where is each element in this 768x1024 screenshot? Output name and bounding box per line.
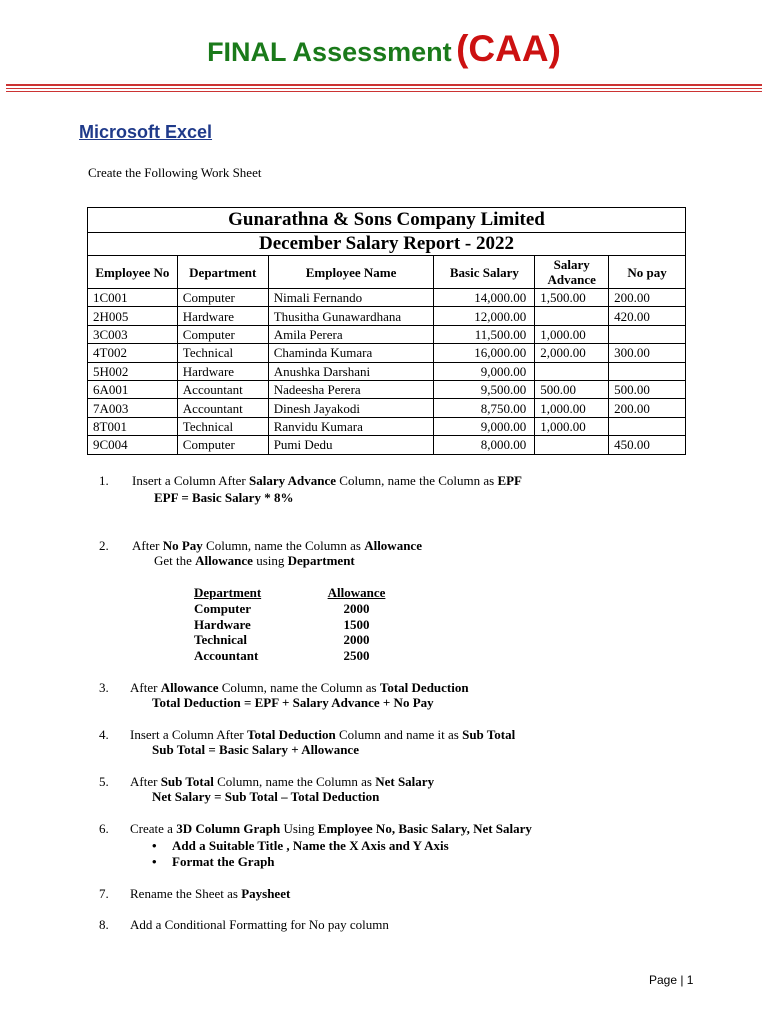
company-name: Gunarathna & Sons Company Limited [88, 208, 686, 233]
table-cell: Amila Perera [268, 325, 434, 343]
table-cell: Technical [177, 417, 268, 435]
allowance-header: Department [194, 585, 262, 600]
intro-text: Create the Following Work Sheet [88, 165, 262, 180]
step-7: Rename the Sheet as Paysheet [130, 886, 291, 901]
table-cell: Dinesh Jayakodi [268, 399, 434, 417]
step-1: Insert a Column After Salary Advance Column, name the Column as EPF [132, 473, 522, 488]
table-row [88, 399, 686, 417]
section-heading: Microsoft Excel [79, 122, 213, 142]
table-cell [609, 417, 686, 435]
table-cell: 1C001 [88, 289, 178, 307]
table-cell: Pumi Dedu [268, 436, 434, 454]
table-cell: 1,000.00 [535, 325, 609, 343]
allowance-header: Allowance [327, 585, 386, 600]
step-3-formula: Total Deduction = EPF + Salary Advance + No Pay [152, 695, 434, 710]
allowance-dept: Technical [194, 632, 247, 648]
allowance-value: 2500 [343, 648, 370, 664]
table-cell [535, 436, 609, 454]
step-number: 7. [99, 886, 109, 901]
column-header: Employee No [88, 256, 178, 289]
allowance-value: 2000 [343, 600, 370, 616]
table-cell: 450.00 [609, 436, 686, 454]
table-row [88, 380, 686, 398]
table-row [88, 289, 686, 307]
table-row [88, 325, 686, 343]
report-title: December Salary Report - 2022 [88, 233, 686, 256]
table-cell: 16,000.00 [434, 344, 535, 362]
table-cell: 6A001 [88, 380, 178, 398]
step-6-bullet: • Add a Suitable Title , Name the X Axis and Y Axis [152, 838, 449, 853]
column-header: Department [177, 256, 268, 289]
title-suffix: (CAA) [456, 28, 561, 69]
table-cell: Ranvidu Kumara [268, 417, 434, 435]
table-cell [535, 362, 609, 380]
table-cell [609, 362, 686, 380]
table-cell: Technical [177, 344, 268, 362]
step-5: After Sub Total Column, name the Column as Net Salary [130, 774, 435, 789]
allowance-dept: Computer [194, 600, 252, 616]
table-header-row [88, 256, 686, 289]
table-cell: 4T002 [88, 344, 178, 362]
table-cell: 9C004 [88, 436, 178, 454]
table-cell: 7A003 [88, 399, 178, 417]
table-cell [535, 307, 609, 325]
step-1-formula: EPF = Basic Salary * 8% [154, 490, 294, 505]
table-cell: Accountant [177, 380, 268, 398]
header-rule [6, 84, 762, 86]
table-cell: Thusitha Gunawardhana [268, 307, 434, 325]
step-number: 8. [99, 917, 109, 932]
header-rule [6, 88, 762, 89]
step-2-detail: Get the Allowance using Department [154, 553, 355, 568]
page-title [0, 28, 768, 70]
column-header: Salary Advance [535, 256, 609, 289]
table-cell: 2H005 [88, 307, 178, 325]
table-cell: 9,000.00 [434, 362, 535, 380]
page-number: Page | 1 [649, 973, 694, 987]
allowance-value: 2000 [343, 632, 370, 648]
step-number: 4. [99, 727, 109, 742]
table-cell: 8T001 [88, 417, 178, 435]
table-cell: 11,500.00 [434, 325, 535, 343]
table-cell: 1,500.00 [535, 289, 609, 307]
table-cell: 3C003 [88, 325, 178, 343]
table-cell: 2,000.00 [535, 344, 609, 362]
step-6: Create a 3D Column Graph Using Employee No, Basic Salary, Net Salary [130, 821, 532, 836]
table-cell: 300.00 [609, 344, 686, 362]
table-cell: Hardware [177, 362, 268, 380]
table-cell: 1,000.00 [535, 417, 609, 435]
column-header: Basic Salary [434, 256, 535, 289]
table-cell: 5H002 [88, 362, 178, 380]
table-row [88, 362, 686, 380]
allowance-dept: Accountant [194, 648, 259, 664]
table-cell: Chaminda Kumara [268, 344, 434, 362]
salary-table [87, 207, 686, 455]
allowance-dept: Hardware [194, 616, 251, 632]
table-cell: Nimali Fernando [268, 289, 434, 307]
title-text: FINAL Assessment [207, 37, 452, 67]
column-header: No pay [609, 256, 686, 289]
table-cell: Accountant [177, 399, 268, 417]
step-number: 3. [99, 680, 109, 695]
step-number: 6. [99, 821, 109, 836]
table-cell: 420.00 [609, 307, 686, 325]
table-cell: 8,000.00 [434, 436, 535, 454]
table-cell: 200.00 [609, 289, 686, 307]
step-number: 1. [99, 473, 109, 488]
step-number: 5. [99, 774, 109, 789]
step-4: Insert a Column After Total Deduction Column and name it as Sub Total [130, 727, 516, 742]
table-row [88, 307, 686, 325]
table-cell: 14,000.00 [434, 289, 535, 307]
table-cell: 1,000.00 [535, 399, 609, 417]
table-cell: Computer [177, 289, 268, 307]
table-cell: Anushka Darshani [268, 362, 434, 380]
step-2: After No Pay Column, name the Column as Allowance [132, 538, 422, 553]
step-8: Add a Conditional Formatting for No pay column [130, 917, 389, 932]
table-cell: Nadeesha Perera [268, 380, 434, 398]
table-row [88, 344, 686, 362]
step-3: After Allowance Column, name the Column as Total Deduction [130, 680, 469, 695]
step-5-formula: Net Salary = Sub Total – Total Deduction [152, 789, 380, 804]
step-number: 2. [99, 538, 109, 553]
table-row [88, 417, 686, 435]
table-cell: Computer [177, 325, 268, 343]
allowance-value: 1500 [343, 616, 370, 632]
table-cell: 9,500.00 [434, 380, 535, 398]
header-rule [6, 91, 762, 92]
step-4-formula: Sub Total = Basic Salary + Allowance [152, 742, 359, 757]
table-cell: 200.00 [609, 399, 686, 417]
table-cell: 12,000.00 [434, 307, 535, 325]
table-cell: 500.00 [535, 380, 609, 398]
table-cell: 500.00 [609, 380, 686, 398]
step-6-bullet: • Format the Graph [152, 854, 275, 869]
table-cell: 8,750.00 [434, 399, 535, 417]
table-row [88, 436, 686, 454]
table-cell [609, 325, 686, 343]
column-header: Employee Name [268, 256, 434, 289]
table-cell: 9,000.00 [434, 417, 535, 435]
table-cell: Hardware [177, 307, 268, 325]
table-cell: Computer [177, 436, 268, 454]
